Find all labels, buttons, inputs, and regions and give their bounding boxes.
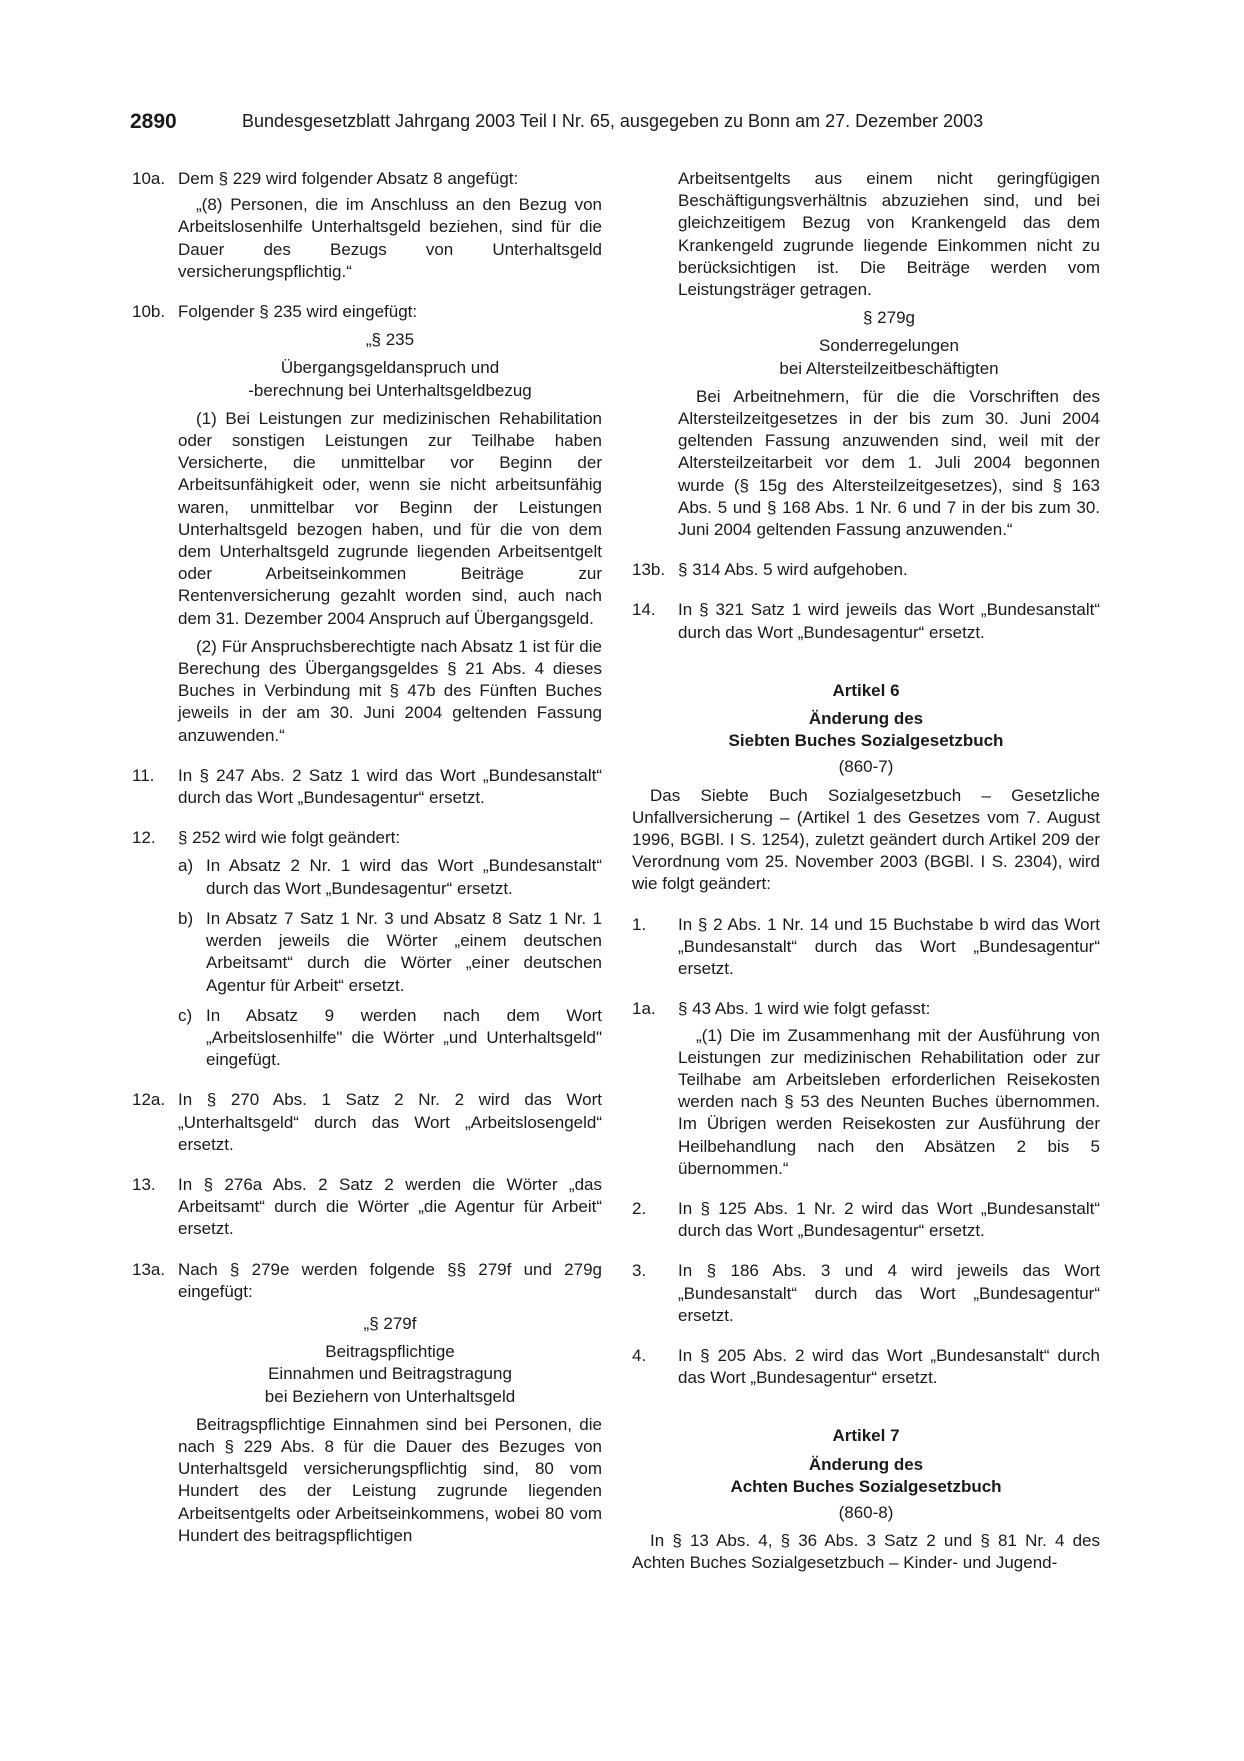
item-number: 3. xyxy=(632,1261,647,1281)
paragraph: (2) Für Anspruchsberechtigte nach Absatz 1 ist für die Berechung des Übergangsgeldes § 21 Abs. 4 dieses Buches in Verbindung mit § 47b des Fünften Buches jeweils in der am 30. Juni 2004 geltenden Fassung anzuwenden.“ xyxy=(178,636,602,745)
item-lead: Dem § 229 wird folgender Absatz 8 angefügt: xyxy=(178,169,519,188)
page-number: 2890 xyxy=(130,110,177,133)
sub-item-text: In Absatz 9 werden nach dem Wort „Arbeitslosenhilfe" die Wörter „und Unterhaltsgeld" eingefügt. xyxy=(206,1005,602,1070)
article-heading: Artikel 6 xyxy=(832,680,900,700)
item-lead: Folgender § 235 wird eingefügt: xyxy=(178,302,418,322)
fna-number: (860-7) xyxy=(838,757,894,777)
article-title-line: Siebten Buches Sozialgesetzbuch xyxy=(728,731,1004,751)
item-14 xyxy=(632,599,1100,643)
article-heading: Artikel 7 xyxy=(832,1426,900,1446)
article-intro: Das Siebte Buch Sozialgesetzbuch – Gesetzliche Unfallversicherung – (Artikel 1 des Gesetzes vom 7. August 1996, BGBl. I S. 1254), zuletzt geändert durch Artikel 209 der Verordnung vom 25. November 2003 (BGBl. I S. 2304), wird wie folgt geändert: xyxy=(632,785,1100,894)
section-title-line: Beitragspflichtige xyxy=(325,1342,455,1362)
art6-item-3 xyxy=(632,1260,1100,1327)
art6-item-2 xyxy=(632,1198,1100,1242)
sub-item-label: a) xyxy=(178,856,194,876)
section-number: „§ 279f xyxy=(363,1313,417,1333)
article-title-line: Änderung des xyxy=(808,1454,924,1474)
section-number: „§ 235 xyxy=(365,330,415,350)
article-intro: In § 13 Abs. 4, § 36 Abs. 3 Satz 2 und § 81 Nr. 4 des Achten Buches Sozialgesetzbuch – Kinder- und Jugend- xyxy=(632,1531,1100,1573)
art6-item-1a xyxy=(632,998,1100,1180)
item-number: 10a. xyxy=(132,169,166,188)
item-text: In § 186 Abs. 3 und 4 wird jeweils das Wort „Bundesanstalt“ durch das Wort „Bundesagentur“ ersetzt. xyxy=(678,1261,1100,1325)
item-12 xyxy=(132,827,602,1071)
art6-item-4 xyxy=(632,1345,1100,1389)
art6-item-1 xyxy=(632,914,1100,981)
item-number: 11. xyxy=(132,765,155,785)
article-title-line: Achten Buches Sozialgesetzbuch xyxy=(730,1476,1002,1496)
item-10b xyxy=(132,301,602,747)
section-title-line: Übergangsgeldanspruch und xyxy=(280,358,500,378)
quoted-paragraph: „(8) Personen, die im Anschluss an den Bezug von Arbeitslosenhilfe Unterhaltsgeld beziehen, sind für die Dauer des Bezugs von Unterhaltsgeld versicherungspflichtig.“ xyxy=(178,195,602,281)
item-text: In § 276a Abs. 2 Satz 2 werden die Wörter „das Arbeitsamt“ durch die Wörter „die Agentur für Arbeit“ ersetzt. xyxy=(178,1174,602,1239)
item-lead: § 252 wird wie folgt geändert: xyxy=(178,828,401,848)
quoted-paragraph: „(1) Die im Zusammenhang mit der Ausführung von Leistungen zur medizinischen Rehabilitation oder zur Teilhabe am Arbeitsleben erforderlichen Reisekosten werden nach § 53 des Neunten Buches übernommen. Im Übrigen werden Reisekosten zur Ausführung der Heilbehandlung nach den Absätzen 2 bis 5 übernommen.“ xyxy=(678,1025,1100,1178)
item-number: 14. xyxy=(632,600,656,620)
paragraph: Arbeitsentgelts aus einem nicht geringfügigen Beschäftigungsverhältnis abzuziehen sind, und bei gleichzeitigem Bezug von Krankengeld das dem Krankengeld zugrunde liegende Einkommen nicht zu berücksichtigen ist. Die Beiträge werden vom Leistungsträger getragen. xyxy=(678,169,1100,300)
sub-item-a xyxy=(178,855,602,899)
item-10a xyxy=(132,168,602,283)
section-title-line: Sonderregelungen xyxy=(819,336,959,356)
item-text: In § 321 Satz 1 wird jeweils das Wort „Bundesanstalt“ durch das Wort „Bundesagentur“ ersetzt. xyxy=(678,600,1100,642)
section-title-line: bei Altersteilzeitbeschäftigten xyxy=(779,358,999,378)
item-number: 4. xyxy=(632,1345,647,1365)
fna-number: (860-8) xyxy=(838,1502,894,1522)
item-text: § 314 Abs. 5 wird aufgehoben. xyxy=(678,560,908,580)
sub-item-label: b) xyxy=(178,908,194,928)
article-title-line: Änderung des xyxy=(808,709,924,729)
item-number: 1. xyxy=(632,914,647,934)
sub-item-text: In Absatz 2 Nr. 1 wird das Wort „Bundesanstalt“ durch das Wort „Bundesagentur“ ersetzt. xyxy=(206,856,602,898)
item-number: 12a. xyxy=(132,1090,166,1110)
running-head: Bundesgesetzblatt Jahrgang 2003 Teil I Nr. 65, ausgegeben zu Bonn am 27. Dezember 2003 xyxy=(242,111,984,131)
item-number: 1a. xyxy=(632,999,656,1019)
item-number: 2. xyxy=(632,1198,647,1218)
item-12a xyxy=(132,1089,602,1156)
item-number: 13a. xyxy=(132,1259,166,1279)
item-text: In § 205 Abs. 2 wird das Wort „Bundesanstalt“ durch das Wort „Bundesagentur“ ersetzt. xyxy=(678,1345,1100,1388)
sub-item-b xyxy=(178,908,602,997)
sub-item-label: c) xyxy=(178,1005,193,1025)
item-text: In § 247 Abs. 2 Satz 1 wird das Wort „Bundesanstalt“ durch das Wort „Bundesagentur“ ersetzt. xyxy=(178,765,602,808)
item-number: 10b. xyxy=(132,302,166,322)
item-11 xyxy=(132,765,602,809)
continued-text xyxy=(632,168,1100,301)
paragraph: (1) Bei Leistungen zur medizinischen Rehabilitation oder sonstigen Leistungen zur Teilhabe haben Versicherte, die unmittelbar vor Beginn der Arbeitsunfähigkeit oder, wenn sie nicht arbeitsunfähig waren, unmittelbar vor Beginn der Leistungen Unterhaltsgeld bezogen haben, und für die von dem dem Unterhaltsgeld zugrunde liegenden Arbeitsentgelt oder Arbeitseinkommen Beiträge zur Rentenversicherung gezahlt worden sind, auch nach dem 31. Dezember 2004 Anspruch auf Übergangsgeld. xyxy=(178,408,602,628)
item-lead: § 43 Abs. 1 wird wie folgt gefasst: xyxy=(678,999,931,1019)
section-title-line: bei Beziehern von Unterhaltsgeld xyxy=(264,1386,516,1406)
item-text: In § 2 Abs. 1 Nr. 14 und 15 Buchstabe b wird das Wort „Bundesanstalt“ durch das Wort „Bundesagentur“ ersetzt. xyxy=(678,914,1100,979)
item-text: In § 270 Abs. 1 Satz 2 Nr. 2 wird das Wort „Unterhaltsgeld“ durch das Wort „Arbeitslosengeld“ ersetzt. xyxy=(178,1090,602,1154)
sub-item-text: In Absatz 7 Satz 1 Nr. 3 und Absatz 8 Satz 1 Nr. 1 werden jeweils die Wörter „einem deutschen Arbeitsamt“ durch die Wörter „einer deutschen Agentur für Arbeit“ ersetzt. xyxy=(206,908,602,995)
sub-item-c xyxy=(178,1005,602,1072)
section-title-line: -berechnung bei Unterhaltsgeldbezug xyxy=(248,380,532,400)
section-title-line: Einnahmen und Beitragstragung xyxy=(268,1364,512,1384)
page-header xyxy=(130,110,1120,136)
item-number: 13. xyxy=(132,1174,156,1194)
item-number: 12. xyxy=(132,828,156,848)
paragraph: Beitragspflichtige Einnahmen sind bei Personen, die nach § 229 Abs. 8 für die Dauer des Bezuges von Unterhaltsgeld versicherungspflichtig sind, 80 vom Hundert des der Leistung zugrunde liegenden Arbeitsentgelts oder Arbeitseinkommens, wobei 80 vom Hundert des beitragspflichtigen xyxy=(178,1414,602,1545)
item-13b xyxy=(632,559,1100,581)
section-279g xyxy=(632,307,1100,541)
item-lead: Nach § 279e werden folgende §§ 279f und 279g eingefügt: xyxy=(178,1259,602,1301)
item-13 xyxy=(132,1174,602,1241)
paragraph: Bei Arbeitnehmern, für die die Vorschriften des Altersteilzeitgesetzes in der bis zum 30. Juni 2004 geltenden Fassung anzuwenden sind, weil mit der Altersteilzeitarbeit vor dem 1. Juli 2004 begonnen wurde (§ 15g des Altersteilzeitgesetzes), sind § 163 Abs. 5 und § 168 Abs. 1 Nr. 6 und 7 in der bis zum 30. Juni 2004 geltenden Fassung anzuwenden.“ xyxy=(678,386,1100,540)
item-number: 13b. xyxy=(632,560,666,580)
right-column xyxy=(632,168,1100,1581)
item-text: In § 125 Abs. 1 Nr. 2 wird das Wort „Bundesanstalt“ durch das Wort „Bundesagentur“ ersetzt. xyxy=(678,1198,1100,1241)
section-number: § 279g xyxy=(863,308,915,328)
left-column xyxy=(132,168,602,1565)
item-13a xyxy=(132,1259,602,1547)
